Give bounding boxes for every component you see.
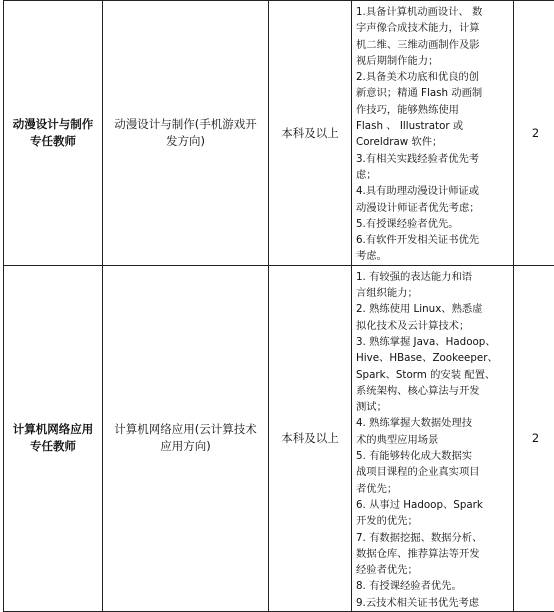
requirement-line: 开发的优先； (356, 513, 510, 529)
requirement-line: Spark、Storm 的安装 配置、 (356, 367, 510, 383)
requirement-line: 4. 熟练掌握大数据处理技 (356, 415, 510, 431)
requirement-line: 视后期制作能力； (356, 53, 510, 69)
major-line: 计算机网络应用(云计算技术 (114, 422, 257, 436)
requirement-line: 系统架构、核心算法与开发 (356, 383, 510, 399)
requirement-line: 5. 有能够转化成大数据实 (356, 448, 510, 464)
position-cell (4, 1, 103, 266)
requirement-line: 7. 有数据挖掘、数据分析、 (356, 530, 510, 546)
table-row (4, 265, 554, 611)
requirement-line: 新意识；精通 Flash 动画制 (356, 85, 510, 101)
requirement-line: 9.云技术相关证书优先考虑 (356, 595, 510, 611)
education-cell: 本科及以上 (269, 265, 352, 611)
requirement-line: 测试； (356, 399, 510, 415)
position-cell (4, 265, 103, 611)
requirement-line: 数据仓库、推荐算法等开发 (356, 546, 510, 562)
requirements-cell (352, 265, 514, 611)
requirement-line: 术的典型应用场景 (356, 432, 510, 448)
table-row (4, 1, 554, 266)
requirement-line: 2.具备美术功底和优良的创 (356, 69, 510, 85)
major-cell (103, 1, 269, 266)
requirements-cell (352, 1, 514, 266)
requirements-list (352, 266, 513, 611)
requirement-line: Flash 、 Illustrator 或 (356, 118, 510, 134)
position-role: 专任教师 (30, 439, 76, 453)
requirement-line: 3.有相关实践经验者优先考 (356, 151, 510, 167)
requirement-line: 作技巧，能够熟练使用 (356, 102, 510, 118)
position-role: 专任教师 (30, 134, 76, 148)
major-line: 动漫设计与制作(手机游戏开 (114, 117, 257, 131)
requirement-line: 1. 有较强的表达能力和语 (356, 269, 510, 285)
recruitment-table (3, 0, 554, 612)
requirement-line: 6. 从事过 Hadoop、Spark (356, 497, 510, 513)
requirement-line: 1.具备计算机动画设计、 数 (356, 4, 510, 20)
requirement-line: 考虑。 (356, 248, 510, 264)
requirement-line: 4.具有助理动漫设计师证或 (356, 183, 510, 199)
major-cell (103, 265, 269, 611)
count-cell: 2 (514, 1, 554, 266)
requirement-line: 经验者优先； (356, 562, 510, 578)
requirement-line: Coreldraw 软件； (356, 134, 510, 150)
requirement-line: 3. 熟练掌握 Java、Hadoop、 (356, 334, 510, 350)
position-name: 计算机网络应用 (13, 422, 94, 436)
requirement-line: 6.有软件开发相关证书优先 (356, 232, 510, 248)
requirement-line: 言组织能力； (356, 285, 510, 301)
major-line: 应用方向) (160, 439, 211, 453)
requirement-line: 2. 熟练使用 Linux、熟悉虚 (356, 301, 510, 317)
requirements-list (352, 1, 513, 265)
major-line: 发方向) (166, 134, 205, 148)
requirement-line: 者优先； (356, 481, 510, 497)
requirement-line: 5.有授课经验者优先。 (356, 216, 510, 232)
count-cell: 2 (514, 265, 554, 611)
requirement-line: 机二维、三维动画制作及影 (356, 37, 510, 53)
education-cell: 本科及以上 (269, 1, 352, 266)
requirement-line: 拟化技术及云计算技术； (356, 318, 510, 334)
requirement-line: 战项目课程的企业真实项目 (356, 464, 510, 480)
requirement-line: Hive、HBase、Zookeeper、 (356, 350, 510, 366)
requirement-line: 动漫设计师证者优先考虑； (356, 200, 510, 216)
requirement-line: 字声像合成技术能力，计算 (356, 20, 510, 36)
position-name: 动漫设计与制作 (13, 117, 94, 131)
requirement-line: 虑； (356, 167, 510, 183)
requirement-line: 8. 有授课经验者优先。 (356, 578, 510, 594)
